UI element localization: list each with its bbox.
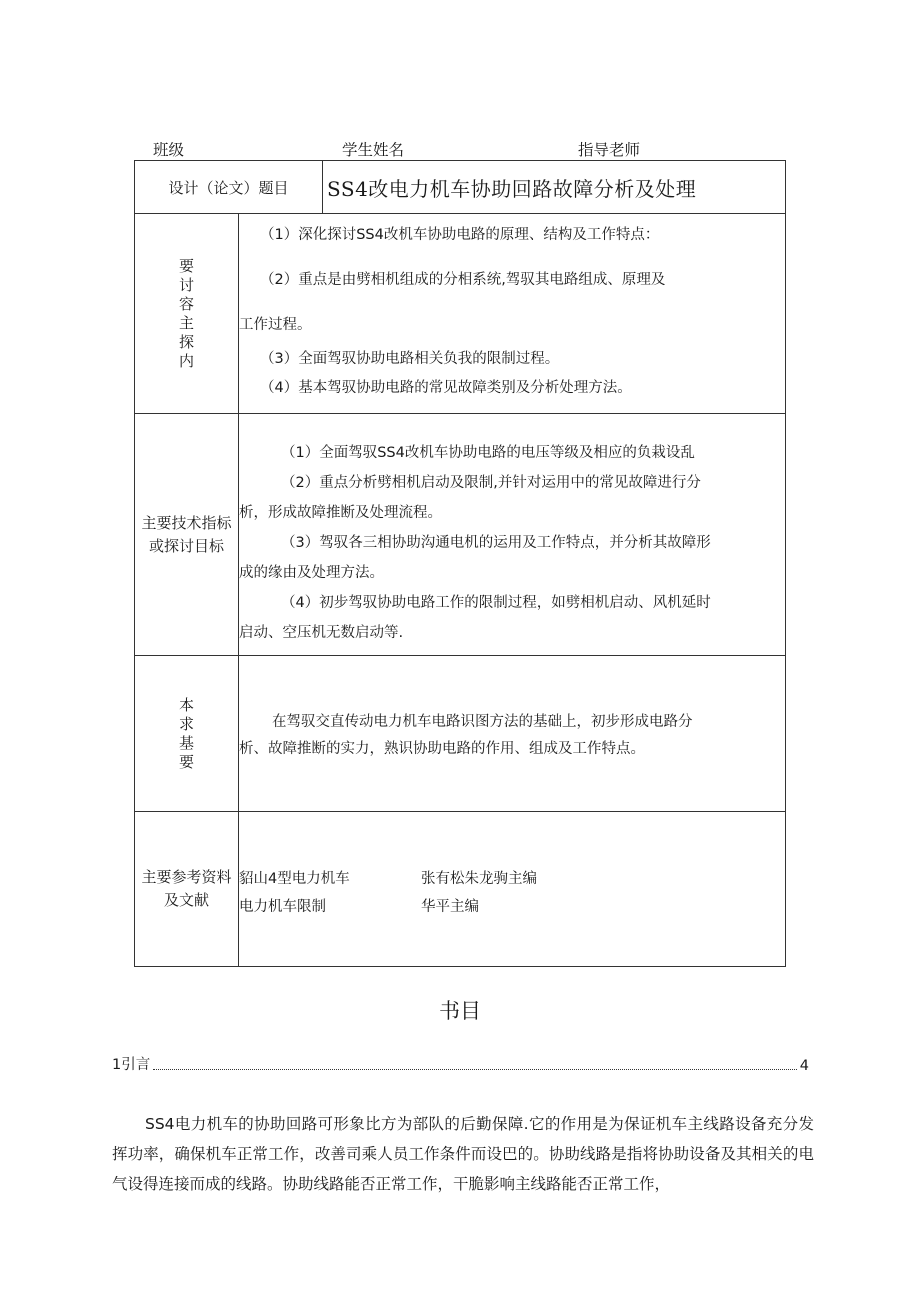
reference-title: 貂山4型电力机车: [239, 871, 350, 887]
basic-requirements-label-cell: [135, 656, 239, 812]
research-content-row: [135, 214, 786, 414]
toc-title: 书目: [439, 999, 481, 1023]
label-char: 求: [178, 714, 194, 733]
label-char: 探: [178, 332, 194, 351]
basic-requirements-cell: [239, 656, 786, 812]
label-char: 容: [178, 294, 194, 313]
reference-author: 张有松朱龙驹主编: [421, 871, 537, 887]
goal-item: （1）全面驾驭SS4改机车协助电路的电压等级及相应的负栽设乱: [281, 445, 695, 461]
label-char: 基: [178, 733, 194, 752]
goal-item: 启动、空压机无数启动等.: [239, 625, 404, 641]
goal-item: （3）驾驭各三相协助沟通电机的运用及工作特点，并分析其故障形: [281, 535, 711, 551]
student-name-label: 学生姓名: [342, 141, 405, 159]
technical-goals-label-cell: [135, 414, 239, 656]
references-cell: [239, 812, 786, 967]
toc-entry-label: 1引言: [112, 1057, 151, 1073]
research-content-label-cell: [135, 214, 239, 414]
label-char: 主: [178, 313, 194, 332]
goal-item: （2）重点分析劈相机启动及限制,并针对运用中的常见故障进行分: [281, 475, 701, 491]
reference-entry: [239, 895, 479, 916]
basic-requirements-row: [135, 656, 786, 812]
references-row: [135, 812, 786, 967]
toc-entry-page: 4: [799, 1058, 809, 1074]
requirement-line: 析、故障推断的实力，熟识协助电路的作用、组成及工作特点。: [239, 741, 645, 757]
goal-item: 析，形成故障推断及处理流程。: [239, 505, 442, 521]
class-label: 班级: [153, 141, 185, 159]
title-label-cell: 设计（论文）题目: [135, 161, 323, 214]
basic-requirements-label: [177, 696, 197, 772]
references-label-cell: [135, 812, 239, 967]
goal-item: （4）初步驾驭协助电路工作的限制过程，如劈相机启动、风机延时: [281, 595, 711, 611]
assignment-form-table: [134, 160, 786, 967]
research-item: （3）全面驾驭协助电路相关负我的限制过程。: [260, 351, 560, 367]
references-label-line1: 主要参考资料: [141, 868, 232, 886]
research-content-label: [177, 257, 197, 371]
research-item: 工作过程。: [239, 317, 312, 333]
references-label-line2: 及文献: [163, 891, 209, 909]
technical-goals-row: [135, 414, 786, 656]
technical-goals-label-line2: 或探讨目标: [148, 536, 224, 555]
technical-goals-cell: [239, 414, 786, 656]
label-char: 要: [178, 256, 194, 275]
research-item: （1）深化探讨SS4改机车协助电路的原理、结构及工作特点：: [260, 227, 660, 243]
reference-author: 华平主编: [421, 899, 479, 915]
body-text: [112, 1109, 814, 1199]
research-item: （4）基本驾驭协助电路的常见故障类别及分析处理方法。: [260, 380, 632, 396]
title-row: [135, 161, 786, 214]
toc-leader-dots: [153, 1069, 797, 1070]
label-char: 要: [178, 752, 194, 771]
body-paragraph: SS4电力机车的协助回路可形象比方为部队的后勤保障.它的作用是为保证机车主线路设备充分发挥功率，确保机车正常工作，改善司乘人员工作条件而设巴的。协助线路是指将协助设备及其相关的电气设得连接而成的线路。协助线路能否正常工作，干脆影响主线路能否正常工作，: [112, 1115, 814, 1193]
research-content-cell: [239, 214, 786, 414]
toc-entry[interactable]: [112, 1053, 809, 1074]
advisor-label: 指导老师: [578, 141, 641, 159]
reference-title: 电力机车限制: [239, 899, 326, 915]
label-char: 本: [178, 695, 194, 714]
label-char: 讨: [178, 275, 194, 294]
goal-item: 成的缘由及处理方法。: [239, 565, 384, 581]
title-value-cell: SS4改电力机车协助回路故障分析及处理: [323, 161, 786, 214]
reference-entry: [239, 867, 537, 888]
requirement-line: 在驾驭交直传动电力机车电路识图方法的基础上，初步形成电路分: [272, 714, 693, 730]
label-char: 内: [178, 351, 194, 370]
technical-goals-label-line1: 主要技术指标: [141, 513, 232, 532]
research-item: （2）重点是由劈相机组成的分相系统,驾驭其电路组成、原理及: [260, 272, 666, 288]
